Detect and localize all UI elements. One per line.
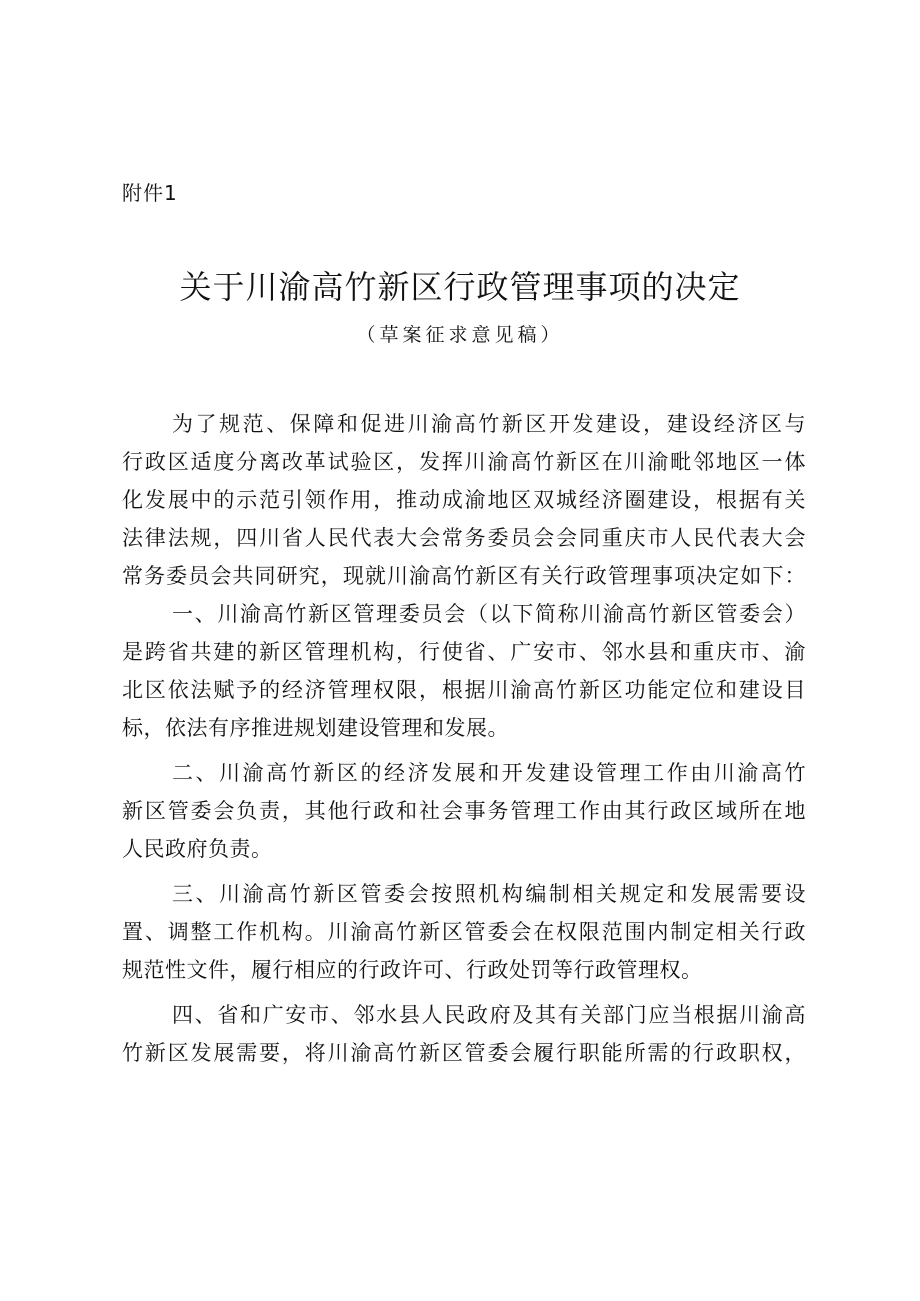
text-line: 标，依法有序推进规划建设管理和发展。 — [122, 716, 509, 740]
text-line: 北区依法赋予的经济管理权限，根据川渝高竹新区功能定位和建设目 — [122, 678, 806, 702]
text-line: 规范性文件，履行相应的行政许可、行政处罚等行政管理权。 — [122, 958, 703, 982]
text-line: 三、川渝高竹新区管委会按照机构编制相关规定和发展需要设 — [172, 882, 806, 906]
text-line: 人民政府负责。 — [122, 837, 273, 861]
text-line: 法律法规，四川省人民代表大会常务委员会会同重庆市人民代表大会 — [122, 526, 806, 550]
paragraph-preamble — [122, 405, 806, 595]
text-line: 化发展中的示范引领作用，推动成渝地区双城经济圈建设，根据有关 — [122, 488, 806, 512]
text-line: 常务委员会共同研究，现就川渝高竹新区有关行政管理事项决定如下： — [122, 564, 806, 588]
text-line: 竹新区发展需要，将川渝高竹新区管委会履行职能所需的行政职权， — [122, 1041, 806, 1065]
paragraph-item-4 — [122, 996, 806, 1072]
document-title: 关于川渝高竹新区行政管理事项的决定 — [179, 268, 741, 306]
document-body — [122, 405, 806, 1072]
paragraph-item-3 — [122, 875, 806, 989]
text-line: 是跨省共建的新区管理机构，行使省、广安市、邻水县和重庆市、渝 — [122, 640, 806, 664]
text-line: 四、省和广安市、邻水县人民政府及其有关部门应当根据川渝高 — [172, 1003, 806, 1027]
paragraph-item-2 — [122, 754, 806, 868]
text-line: 二、川渝高竹新区的经济发展和开发建设管理工作由川渝高竹 — [172, 761, 806, 785]
text-line: 一、川渝高竹新区管理委员会（以下简称川渝高竹新区管委会） — [172, 602, 806, 626]
text-line: 置、调整工作机构。川渝高竹新区管委会在权限范围内制定相关行政 — [122, 920, 806, 944]
text-line: 为了规范、保障和促进川渝高竹新区开发建设，建设经济区与 — [172, 412, 806, 436]
document-subtitle: （草案征求意见稿） — [356, 324, 564, 346]
attachment-label: 附件1 — [122, 181, 178, 205]
text-line: 新区管委会负责，其他行政和社会事务管理工作由其行政区域所在地 — [122, 799, 806, 823]
text-line: 行政区适度分离改革试验区，发挥川渝高竹新区在川渝毗邻地区一体 — [122, 450, 806, 474]
paragraph-item-1 — [122, 595, 806, 747]
